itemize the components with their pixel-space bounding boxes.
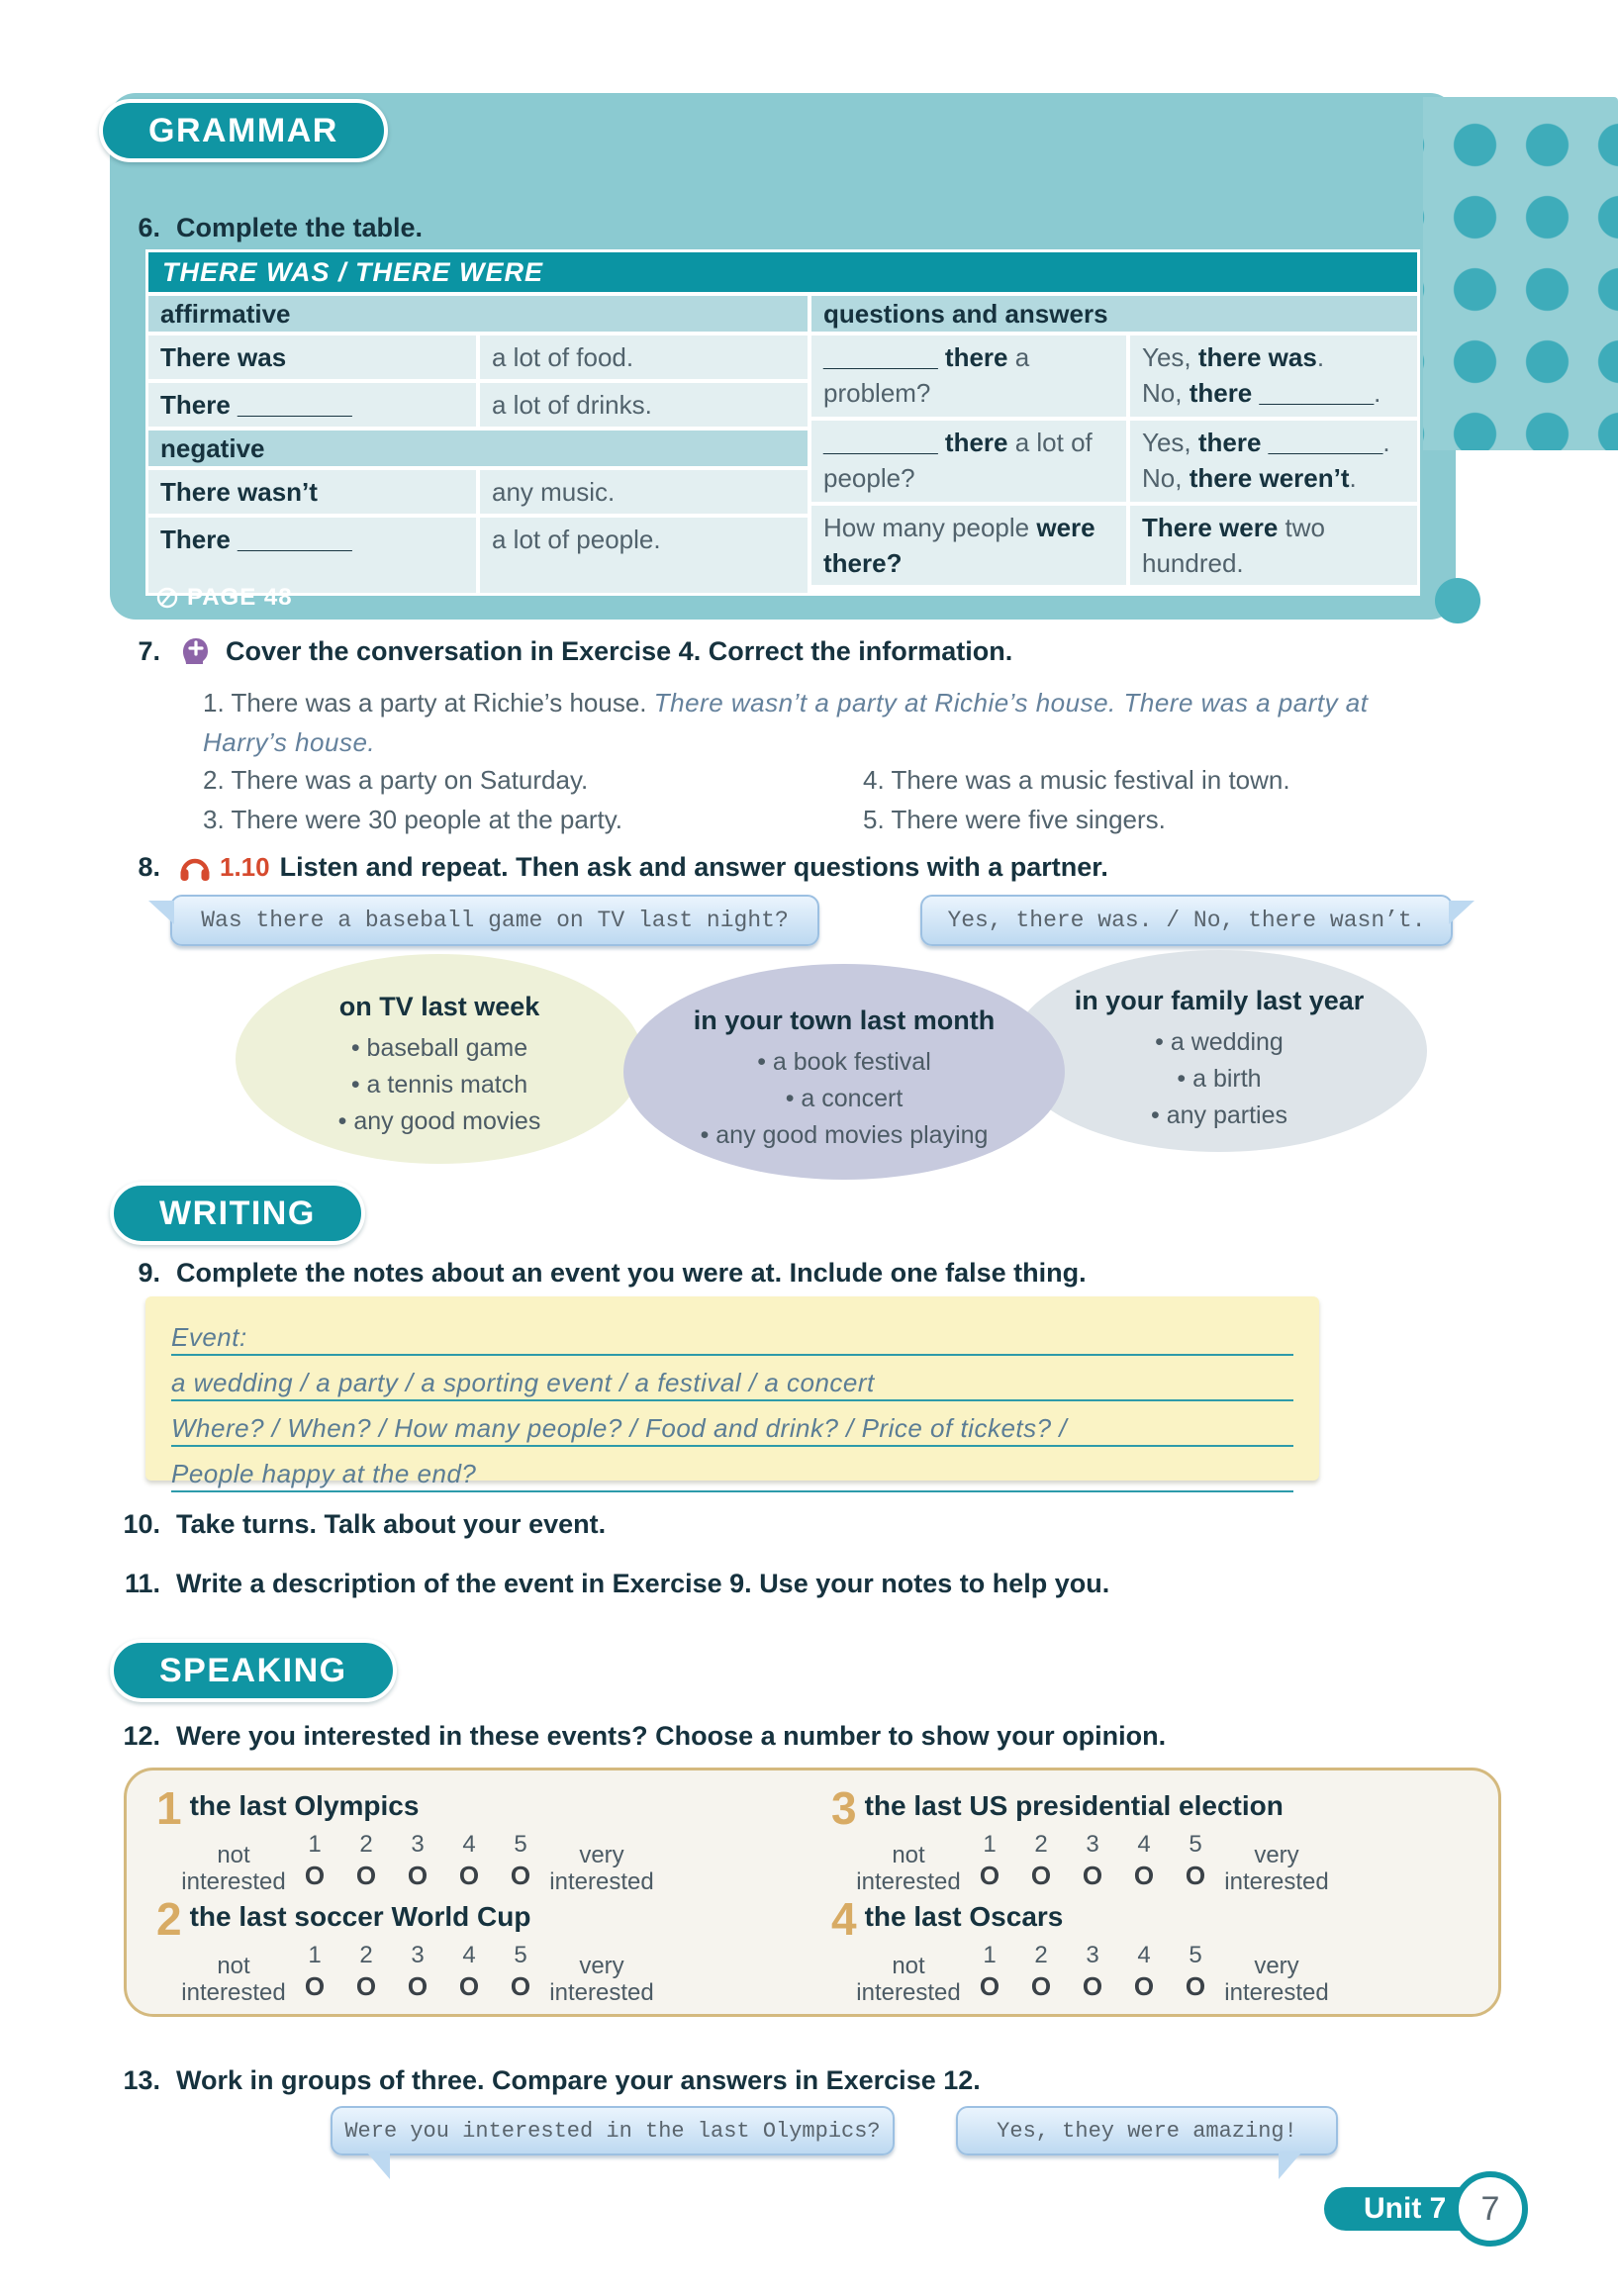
unit-label-text: Unit 7 [1364,2192,1447,2225]
text-segment: a lot of people. [492,525,661,554]
exercise-6-instruction: Complete the table. [176,213,424,242]
scale-number: 5 [1189,1831,1202,1858]
oval-list-item: • a wedding [1155,1028,1284,1056]
rating-circle-1[interactable]: O [304,1971,326,2001]
exercise-number: 6. [138,213,160,242]
page-ref-link[interactable] [156,584,293,612]
scale-option-3 [392,1830,443,1891]
audio-track-number[interactable]: 1.10 [220,852,270,882]
scale-number: 2 [1034,1942,1048,1968]
critical-thinking-icon [178,633,216,671]
speech-bubble-text: Were you interested in the last Olympics? [344,2118,881,2144]
text-segment: There ________ [160,390,352,420]
text-segment: ________ [823,342,945,372]
speech-bubble-answer [956,2106,1338,2155]
rating-item-number: 2 [156,1893,182,1945]
speech-bubble-text: Yes, there was. / No, there wasn’t. [947,908,1426,933]
table-cell [148,335,476,379]
text-segment: any music. [492,477,616,507]
text-line [823,545,1114,581]
text-segment: problem? [823,378,931,408]
rating-circle-2[interactable]: O [1030,1861,1052,1890]
rating-circle-2[interactable]: O [355,1861,377,1890]
scale-option-5 [1170,1830,1221,1891]
section-header-writing [110,1182,365,1245]
note-line-happy[interactable]: People happy at the end? [171,1447,1293,1492]
scale-number: 1 [983,1942,997,1968]
item-text: There were 30 people at the party. [231,805,622,834]
text-line [1142,460,1405,496]
rating-scale [178,1830,770,1895]
scale-number: 3 [411,1942,425,1968]
oval-title: in your town last month [693,1005,996,1035]
scale-option-2 [340,1941,392,2002]
table-row [148,335,808,379]
text-segment: There were [1142,513,1279,542]
table-cell-question-blank[interactable] [811,421,1126,502]
handwritten-answer: There wasn’t a party at Richie’s house. There was a party at Harry’s house. [203,688,1369,757]
speech-bubble-question [170,895,819,946]
rating-item-2 [156,1893,770,2006]
rating-circle-2[interactable]: O [1030,1971,1052,2001]
text-segment: No, [1142,463,1190,493]
rating-item-number: 3 [831,1782,857,1834]
text-segment: . [1349,463,1357,493]
item-text: There were five singers. [891,805,1166,834]
exercise-10-instruction: Take turns. Talk about your event. [176,1509,607,1539]
rating-item-number: 1 [156,1782,182,1834]
text-line [1142,425,1405,460]
text-segment: there weren’t [1189,463,1350,493]
table-cell [1130,506,1417,585]
rating-item-number: 4 [831,1893,857,1945]
oval-items [1011,1024,1427,1134]
rating-circle-2[interactable]: O [355,1971,377,2001]
text-segment: were [1036,513,1095,542]
exercise-number: 12. [123,1721,160,1751]
scale-option-2 [1015,1830,1067,1891]
scale-number: 3 [1086,1831,1099,1858]
exercise-9-instruction: Complete the notes about an event you were at. Include one false thing. [176,1258,1087,1288]
scale-option-4 [443,1830,495,1891]
item-number: 4. [863,765,885,795]
text-segment: No, [1142,378,1190,408]
text-segment: ________ [1261,428,1383,457]
exercise-9-line [111,1255,1087,1291]
item-number: 5. [863,805,885,834]
table-row [811,421,1417,502]
scale-option-4 [443,1941,495,2002]
text-segment: there [1197,428,1262,457]
text-segment: ________ [1252,378,1375,408]
table-cell [811,506,1126,585]
text-segment: There was [160,342,287,372]
scale-label-left: not interested [856,1842,961,1895]
scale-number: 5 [514,1831,527,1858]
text-line [823,425,1114,460]
topic-oval-family [1011,950,1427,1152]
text-segment: There ________ [160,525,352,554]
oval-list-item: • a birth [1177,1065,1262,1093]
scale-option-1 [289,1941,340,2002]
scale-option-2 [1015,1941,1067,2002]
rating-circle-3[interactable]: O [1082,1861,1103,1890]
exercise-11-line [111,1566,1109,1601]
scale-option-3 [1067,1830,1118,1891]
exercise-8-instruction: Listen and repeat. Then ask and answer questions with a partner. [279,852,1108,882]
scale-label-right: very interested [1224,1953,1329,2006]
decorative-dot-pattern [1423,97,1618,450]
rating-item-1 [156,1782,770,1895]
table-header-negative: negative [148,430,808,466]
scale-option-4 [1118,1941,1170,2002]
note-line-questions[interactable]: Where? / When? / How many people? / Food and drink? / Price of tickets? / [171,1401,1293,1447]
scale-number: 1 [983,1831,997,1858]
exercise-number: 8. [138,852,160,882]
section-title: SPEAKING [159,1651,347,1689]
rating-circle-3[interactable]: O [407,1971,428,2001]
text-segment: How many people [823,513,1037,542]
exercise-11-instruction: Write a description of the event in Exercise 9. Use your notes to help you. [176,1569,1110,1598]
scale-number: 4 [1137,1831,1151,1858]
scale-number: 3 [1086,1942,1099,1968]
page-number-badge [1453,2171,1528,2247]
oval-list-item: • a book festival [757,1048,931,1076]
rating-circle-4[interactable]: O [458,1971,480,2001]
oval-items [623,1044,1065,1154]
rating-scale [178,1941,770,2006]
scale-number: 1 [308,1942,322,1968]
section-header-grammar [99,99,388,162]
section-header-speaking [110,1639,397,1702]
exercise-7-item-4[interactable] [863,760,1290,800]
table-header-affirmative: affirmative [148,296,808,332]
exercise-7-item-5[interactable] [863,800,1166,839]
exercise-7-line [111,633,1012,671]
rating-item-3 [831,1782,1445,1895]
table-row [811,335,1417,417]
rating-item-label: the last soccer World Cup [189,1901,531,1932]
scale-option-1 [964,1830,1015,1891]
exercise-8-line [111,849,1108,885]
text-segment: . [1316,342,1325,372]
scale-number: 2 [1034,1831,1048,1858]
table-header-questions-answers: questions and answers [811,296,1417,332]
scale-label-right: very interested [549,1953,654,2006]
scale-option-5 [495,1830,546,1891]
rating-item-label: the last Olympics [189,1790,420,1821]
scale-number: 3 [411,1831,425,1858]
rating-circle-5[interactable]: O [510,1861,531,1890]
exercise-12-instruction: Were you interested in these events? Choose a number to show your opinion. [176,1721,1167,1751]
exercise-number: 7. [138,636,160,666]
scale-number: 5 [514,1942,527,1968]
text-line [823,510,1114,545]
scale-label-left: not interested [181,1953,286,2006]
text-segment: two hundred. [1142,513,1325,578]
page-ref-icon [156,587,178,609]
rating-circle-5[interactable]: O [1185,1971,1206,2001]
table-cell-answer-blank[interactable] [1130,421,1417,502]
exercise-7-item-2[interactable] [203,760,588,800]
section-title: WRITING [159,1194,316,1232]
grammar-table [145,249,1420,596]
oval-list-item: • baseball game [350,1034,528,1062]
text-segment: a lot of food. [492,342,634,372]
table-row [148,518,808,593]
rating-circle-1[interactable]: O [979,1861,1000,1890]
item-number: 3. [203,805,225,834]
rating-circle-3[interactable]: O [1082,1971,1103,2001]
speech-bubble-text: Was there a baseball game on TV last night? [201,908,789,933]
table-cell-question-blank[interactable] [811,335,1126,417]
item-number: 2. [203,765,225,795]
text-segment: Yes, [1142,428,1198,457]
notes-box [145,1296,1319,1488]
rating-item-4 [831,1893,1445,2006]
scale-option-1 [289,1830,340,1891]
scale-option-3 [392,1941,443,2002]
oval-list-item: • any good movies playing [700,1121,989,1149]
rating-circle-5[interactable]: O [1185,1861,1206,1890]
speech-bubble-question [331,2106,895,2155]
item-text: There was a music festival in town. [891,765,1290,795]
text-line [1142,510,1405,581]
scale-option-5 [1170,1941,1221,2002]
topic-oval-town [623,964,1065,1180]
note-line-options[interactable]: a wedding / a party / a sporting event / a festival / a concert [171,1356,1293,1401]
exercise-7-instruction: Cover the conversation in Exercise 4. Correct the information. [226,636,1013,666]
scale-option-4 [1118,1830,1170,1891]
table-row [811,506,1417,585]
scale-option-2 [340,1830,392,1891]
rating-item-label: the last Oscars [864,1901,1064,1932]
table-cell [480,518,808,593]
exercise-number: 13. [123,2065,160,2095]
scale-option-5 [495,1941,546,2002]
scale-label-right: very interested [1224,1842,1329,1895]
exercise-7-item-1[interactable] [203,683,1448,762]
item-text: There was a party on Saturday. [231,765,589,795]
text-line [823,460,1114,496]
table-row [148,470,808,514]
text-segment: there [944,342,1008,372]
exercise-number: 10. [123,1509,160,1539]
scale-number: 2 [359,1942,373,1968]
text-segment: there [944,428,1008,457]
text-segment: There wasn’t [160,477,318,507]
text-segment: a [1007,342,1030,372]
rating-circle-4[interactable]: O [458,1861,480,1890]
table-cell-answer-blank[interactable] [1130,335,1417,417]
oval-list-item: • a concert [785,1085,904,1112]
text-segment: a lot of drinks. [492,390,652,420]
text-segment: Yes, [1142,342,1198,372]
exercise-6-line [111,210,423,245]
scale-number: 4 [1137,1942,1151,1968]
exercise-13-instruction: Work in groups of three. Compare your answers in Exercise 12. [176,2065,981,2095]
exercise-13-line [111,2062,981,2098]
table-title: THERE WAS / THERE WERE [148,252,1417,292]
decorative-dot [1435,578,1480,623]
topic-oval-tv [236,954,643,1164]
text-segment: there [1189,378,1253,408]
text-segment: there was [1197,342,1317,372]
text-segment: ________ [823,428,945,457]
text-line [823,339,1114,375]
table-cell [480,383,808,427]
page-number: 7 [1480,2189,1500,2228]
scale-label-left: not interested [856,1953,961,2006]
rating-circle-4[interactable]: O [1133,1971,1155,2001]
text-segment: people? [823,463,915,493]
scale-option-3 [1067,1941,1118,2002]
section-title: GRAMMAR [148,111,338,149]
oval-items [236,1030,643,1140]
speech-bubble-text: Yes, they were amazing! [997,2118,1297,2144]
scale-option-1 [964,1941,1015,2002]
oval-list-item: • a tennis match [350,1071,528,1099]
ratings-box [124,1768,1501,2017]
text-line [1142,375,1405,411]
item-text: There was a party at Richie’s house. [231,688,647,718]
speech-bubble-answer [920,895,1453,946]
exercise-number: 9. [138,1258,160,1288]
scale-number: 5 [1189,1942,1202,1968]
table-cell [480,470,808,514]
rating-scale [853,1830,1445,1895]
exercise-12-line [111,1718,1166,1754]
table-cell-blank[interactable] [148,518,476,593]
text-segment: a lot of [1007,428,1093,457]
exercise-number: 11. [124,1569,160,1598]
oval-title: on TV last week [338,992,540,1021]
scale-label-left: not interested [181,1842,286,1895]
oval-list-item: • any parties [1151,1101,1287,1129]
item-number: 1. [203,688,225,718]
text-line [823,375,1114,411]
rating-circle-1[interactable]: O [304,1861,326,1890]
scale-number: 1 [308,1831,322,1858]
text-line [1142,339,1405,375]
text-segment: there? [823,548,903,578]
note-line-event[interactable]: Event: [171,1310,1293,1356]
oval-list-item: • any good movies [337,1107,541,1135]
rating-circle-1[interactable]: O [979,1971,1000,2001]
table-cell-blank[interactable] [148,383,476,427]
scale-number: 4 [462,1831,476,1858]
table-cell [480,335,808,379]
rating-circle-4[interactable]: O [1133,1861,1155,1890]
page-ref-label: PAGE 48 [187,584,293,611]
oval-title: in your family last year [1074,986,1365,1015]
exercise-10-line [111,1506,606,1542]
table-row [148,383,808,427]
text-segment: . [1374,378,1381,408]
scale-number: 2 [359,1831,373,1858]
table-cell [148,470,476,514]
exercise-7-item-3[interactable] [203,800,622,839]
rating-circle-5[interactable]: O [510,1971,531,2001]
rating-scale [853,1941,1445,2006]
headphones-icon [178,851,212,883]
rating-item-label: the last US presidential election [864,1790,1284,1821]
scale-label-right: very interested [549,1842,654,1895]
rating-circle-3[interactable]: O [407,1861,428,1890]
text-segment: . [1382,428,1390,457]
scale-number: 4 [462,1942,476,1968]
